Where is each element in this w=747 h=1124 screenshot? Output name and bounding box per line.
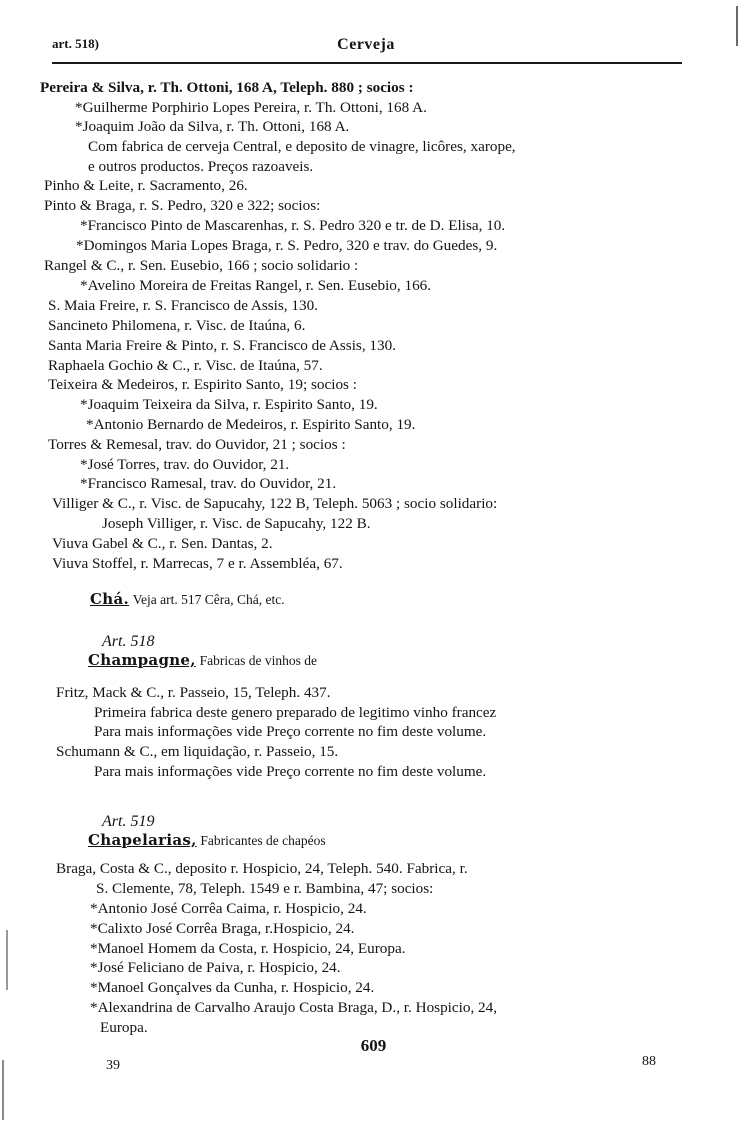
entry-line: Para mais informações vide Preço corrente no fim deste volume. — [94, 763, 487, 780]
entry-line: Villiger & C., r. Visc. de Sapucahy, 122 B, Teleph. 5063 ; socio solidario: — [52, 495, 498, 512]
scan-edge-mark — [6, 930, 8, 990]
header-rule — [52, 62, 682, 64]
entry-line: Joseph Villiger, r. Visc. de Sapucahy, 122 B. — [102, 515, 371, 532]
entry-line: Teixeira & Medeiros, r. Espirito Santo, 19; socios : — [48, 376, 357, 393]
entry-line: Europa. — [100, 1019, 148, 1036]
entry-line: *Alexandrina de Carvalho Araujo Costa Braga, D., r. Hospicio, 24, — [90, 999, 498, 1016]
entry-line: e outros productos. Preços razoaveis. — [88, 158, 314, 175]
entry-line: *Francisco Ramesal, trav. do Ouvidor, 21. — [80, 475, 337, 492]
entry-line: Viuva Stoffel, r. Marrecas, 7 e r. Assembléa, 67. — [52, 555, 343, 572]
header-title: Cerveja — [337, 36, 395, 53]
entry-line: Fritz, Mack & C., r. Passeio, 15, Teleph. 437. — [56, 684, 331, 701]
entry-line: *Manoel Homem da Costa, r. Hospicio, 24, Europa. — [90, 940, 406, 957]
entry-line: Pinho & Leite, r. Sacramento, 26. — [44, 177, 248, 194]
entry-line: *Antonio José Corrêa Caima, r. Hospicio, 24. — [90, 900, 367, 917]
entry-line: *Guilherme Porphirio Lopes Pereira, r. Th. Ottoni, 168 A. — [75, 99, 427, 116]
entry-line: S. Clemente, 78, Teleph. 1549 e r. Bambina, 47; socios: — [96, 880, 434, 897]
page-number: 609 — [360, 1036, 387, 1055]
entry-line: Rangel & C., r. Sen. Eusebio, 166 ; socio solidario : — [44, 257, 359, 274]
entry-line: *Antonio Bernardo de Medeiros, r. Espirito Santo, 19. — [86, 416, 416, 433]
footer-right-number: 88 — [642, 1054, 656, 1069]
cha-section — [90, 590, 285, 609]
entry-line: *Joaquim João da Silva, r. Th. Ottoni, 168 A. — [75, 118, 350, 135]
entry-line: *José Feliciano de Paiva, r. Hospicio, 24. — [90, 959, 341, 976]
entry-line: Sancineto Philomena, r. Visc. de Itaúna, 6. — [48, 317, 306, 334]
chapelarias-section-title — [88, 831, 326, 850]
champagne-section-title — [88, 651, 317, 670]
entry-line: Pereira & Silva, r. Th. Ottoni, 168 A, Teleph. 880 ; socios : — [40, 79, 414, 96]
chapelarias-subtitle: Fabricantes de chapéos — [200, 833, 326, 848]
chapelarias-heading: Chapelarias, — [88, 831, 197, 849]
entry-line: *Calixto José Corrêa Braga, r.Hospicio, 24. — [90, 920, 355, 937]
scan-edge-mark — [2, 1060, 4, 1120]
entry-line: *José Torres, trav. do Ouvidor, 21. — [80, 456, 290, 473]
entry-line: Raphaela Gochio & C., r. Visc. de Itaúna, 57. — [48, 357, 323, 374]
entry-line: Schumann & C., em liquidação, r. Passeio, 15. — [56, 743, 339, 760]
entry-line: Torres & Remesal, trav. do Ouvidor, 21 ; socios : — [48, 436, 346, 453]
header-article-ref: art. 518) — [52, 36, 99, 51]
article-label: Art. 518 — [102, 633, 155, 650]
entry-line: Para mais informações vide Preço corrente no fim deste volume. — [94, 723, 487, 740]
cha-heading: Chá. — [90, 590, 129, 608]
cha-text: Veja art. 517 Cêra, Chá, etc. — [132, 592, 285, 607]
entry-line: *Avelino Moreira de Freitas Rangel, r. Sen. Eusebio, 166. — [80, 277, 432, 294]
entry-line: *Manoel Gonçalves da Cunha, r. Hospicio, 24. — [90, 979, 375, 996]
entry-line: *Francisco Pinto de Mascarenhas, r. S. Pedro 320 e tr. de D. Elisa, 10. — [80, 217, 506, 234]
entry-line: *Domingos Maria Lopes Braga, r. S. Pedro, 320 e trav. do Guedes, 9. — [76, 237, 498, 254]
entry-line: *Joaquim Teixeira da Silva, r. Espirito Santo, 19. — [80, 396, 378, 413]
entry-line: Viuva Gabel & C., r. Sen. Dantas, 2. — [52, 535, 273, 552]
article-label: Art. 519 — [102, 813, 155, 830]
champagne-heading: Champagne, — [88, 651, 196, 669]
scan-edge-mark — [736, 6, 738, 46]
entry-line: Pinto & Braga, r. S. Pedro, 320 e 322; socios: — [44, 197, 321, 214]
entry-line: S. Maia Freire, r. S. Francisco de Assis, 130. — [48, 297, 318, 314]
footer-left-number: 39 — [106, 1058, 120, 1073]
page-header — [52, 36, 680, 58]
entry-line: Com fabrica de cerveja Central, e deposito de vinagre, licôres, xarope, — [88, 138, 516, 155]
champagne-subtitle: Fabricas de vinhos de — [199, 653, 317, 668]
entry-line: Santa Maria Freire & Pinto, r. S. Francisco de Assis, 130. — [48, 337, 397, 354]
entry-line: Braga, Costa & C., deposito r. Hospicio, 24, Teleph. 540. Fabrica, r. — [56, 860, 468, 877]
entry-line: Primeira fabrica deste genero preparado de legitimo vinho francez — [94, 704, 497, 721]
